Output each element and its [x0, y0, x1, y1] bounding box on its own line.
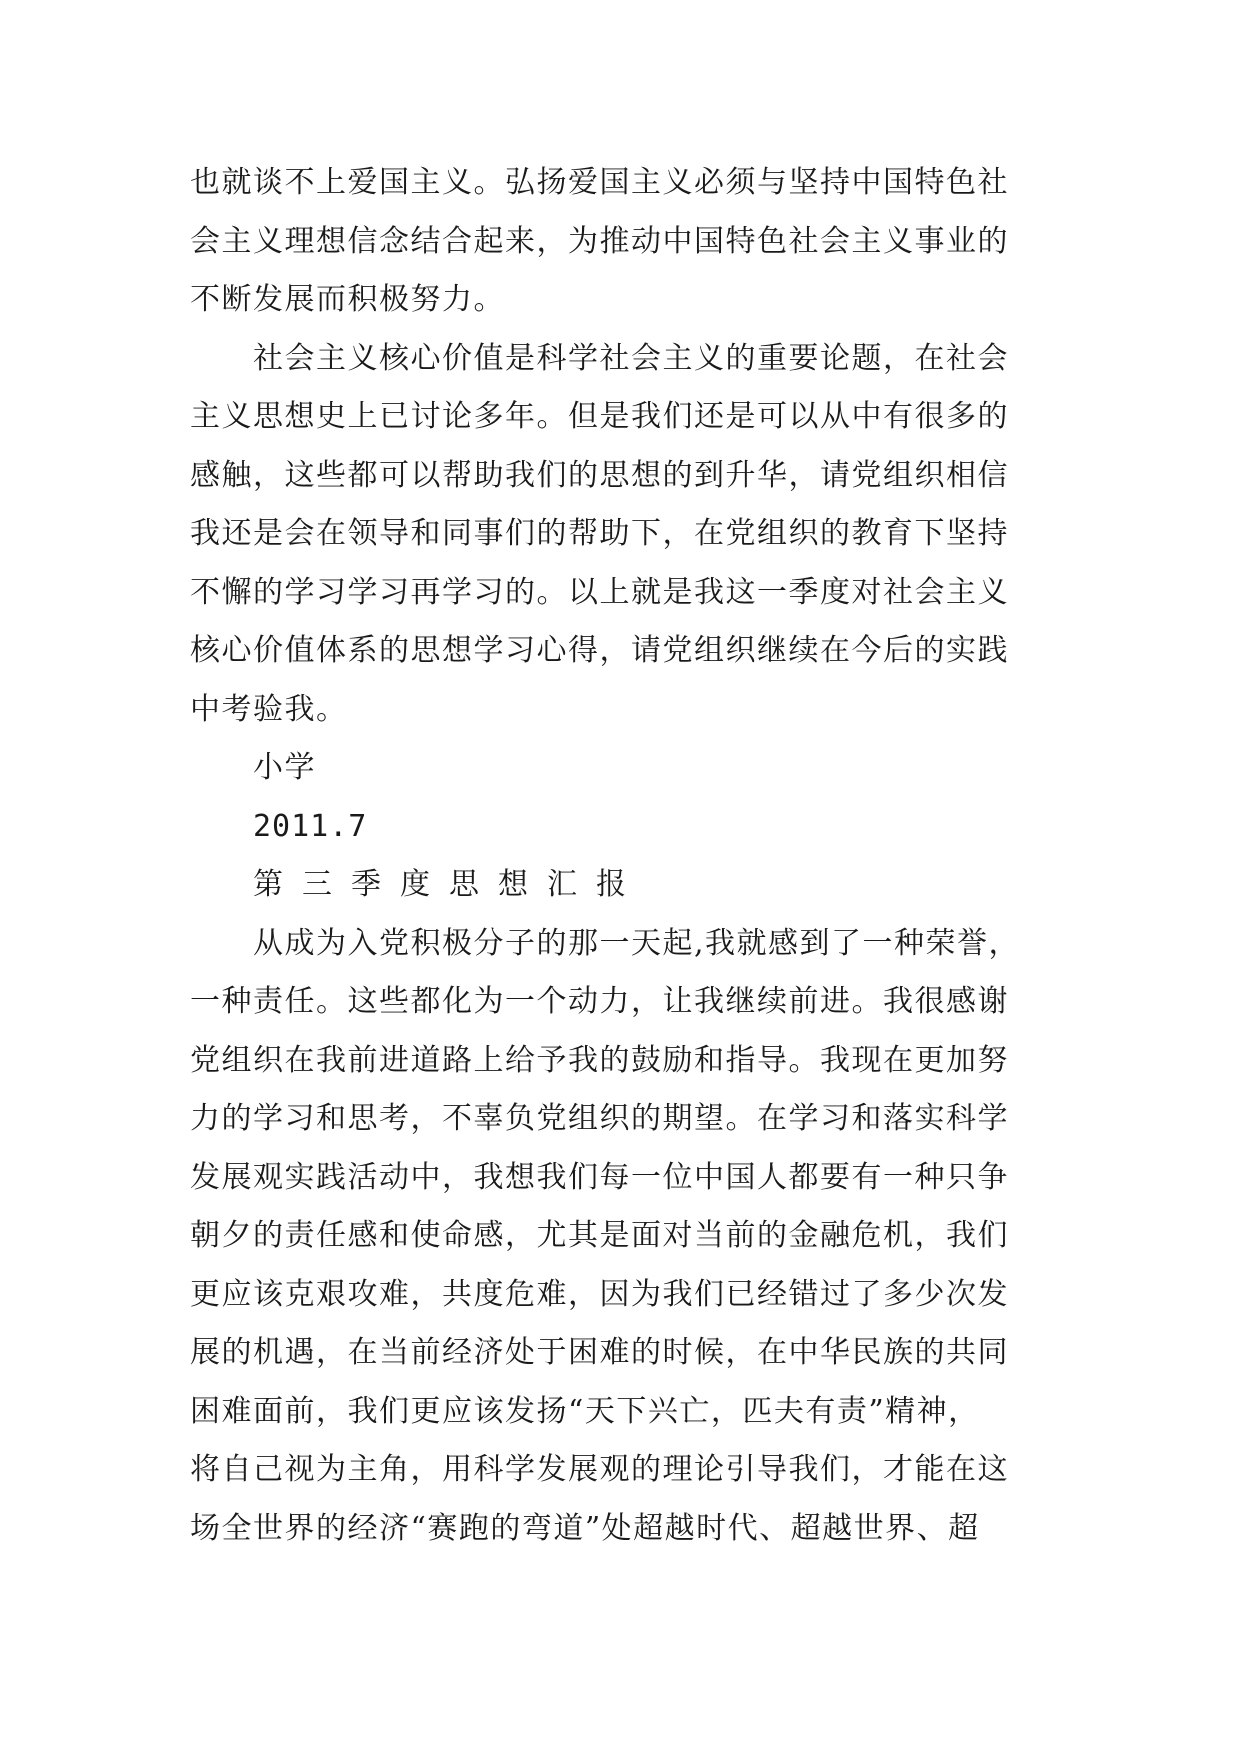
paragraph: [190, 330, 1050, 740]
text-line: 更应该克艰攻难，共度危难，因为我们已经错过了多少次发: [190, 1276, 1009, 1312]
text-line: 不断发展而积极努力。: [190, 282, 505, 317]
text-line: 主义思想史上已讨论多年。但是我们还是可以从中有很多的: [190, 399, 1009, 434]
text-line: 也就谈不上爱国主义。弘扬爱国主义必须与坚持中国特色社: [190, 165, 1009, 200]
text-line: 党组织在我前进道路上给予我的鼓励和指导。我现在更加努: [190, 1042, 1009, 1078]
text-line: 中考验我。: [190, 691, 348, 727]
text-line: 不懈的学习学习再学习的。以上就是我这一季度对社会主义: [190, 574, 1009, 610]
text-line: 感触，这些都可以帮助我们的思想的到升华，请党组织相信: [190, 457, 1009, 493]
text-line: 将自己视为主角，用科学发展观的理论引导我们，才能在这: [190, 1452, 1009, 1487]
text-line: 一种责任。这些都化为一个动力，让我继续前进。我很感谢: [190, 984, 1009, 1019]
text-line: 困难面前，我们更应该发扬“天下兴亡，匹夫有责”精神，: [190, 1393, 980, 1429]
text-line: 核心价值体系的思想学习心得，请党组织继续在今后的实践: [190, 633, 1009, 668]
text-line: 从成为入党积极分子的那一天起,我就感到了一种荣誉，: [253, 925, 1021, 961]
paragraph: [190, 154, 1050, 330]
text-line: 我还是会在领导和同事们的帮助下，在党组织的教育下坚持: [190, 516, 1009, 551]
text-line: 场全世界的经济“赛跑的弯道”处超越时代、超越世界、超: [190, 1510, 980, 1546]
signature-date: 2011.7: [253, 808, 368, 844]
text-line: 发展观实践活动中，我想我们每一位中国人都要有一种只争: [190, 1159, 1009, 1195]
section-title: 第三季度思想汇报: [253, 867, 645, 902]
text-line: 会主义理想信念结合起来，为推动中国特色社会主义事业的: [190, 223, 1009, 259]
text-line: 社会主义核心价值是科学社会主义的重要论题，在社会: [253, 340, 1009, 376]
paragraph: [190, 915, 1050, 1559]
text-line: 朝夕的责任感和使命感，尤其是面对当前的金融危机，我们: [190, 1218, 1009, 1253]
text-line: 力的学习和思考，不辜负党组织的期望。在学习和落实科学: [190, 1101, 1009, 1136]
text-line: 展的机遇，在当前经济处于困难的时候，在中华民族的共同: [190, 1335, 1009, 1370]
signature: 小学: [253, 750, 316, 785]
document-body: [190, 154, 1050, 1558]
